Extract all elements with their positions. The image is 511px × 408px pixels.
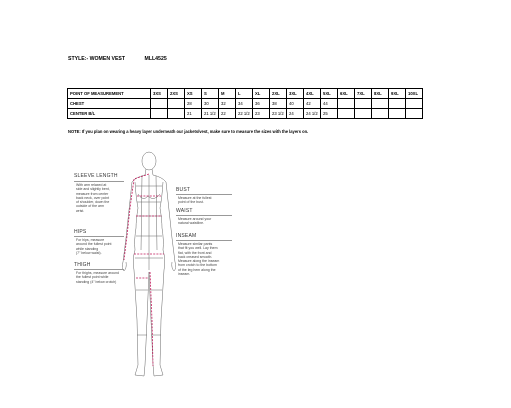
description-line: of shoulder, down the — [76, 200, 110, 205]
size-cell: 8XL — [372, 89, 389, 99]
size-cell: 44 — [321, 99, 338, 109]
size-cell — [168, 99, 185, 109]
size-cell — [151, 109, 168, 119]
description-line: natural waistline. — [178, 221, 205, 226]
waist-title: WAIST — [176, 208, 193, 214]
size-cell: 2XS — [168, 89, 185, 99]
description-line: side and slightly bent, — [76, 187, 110, 192]
size-cell — [389, 109, 406, 119]
size-cell: 22 1/2 — [236, 109, 253, 119]
size-cell: 34 — [236, 99, 253, 109]
row-label-cell: CENTER B/L — [68, 109, 151, 119]
size-cell — [372, 99, 389, 109]
table-header-row — [68, 89, 423, 99]
size-cell: 23 1/2 — [270, 109, 287, 119]
size-cell — [406, 109, 423, 119]
size-cell: 28 — [185, 99, 202, 109]
size-cell: 40 — [287, 99, 304, 109]
size-cell: 24 1/2 — [304, 109, 321, 119]
description-line: inseam. — [178, 272, 191, 277]
size-cell: 10XL — [406, 89, 423, 99]
hips-rule — [74, 236, 124, 237]
style-code: MLL4525 — [144, 56, 167, 62]
size-cell: 7XL — [355, 89, 372, 99]
inseam-rule — [176, 240, 232, 241]
size-cell — [355, 99, 372, 109]
size-cell — [406, 99, 423, 109]
size-cell: 23 — [253, 109, 270, 119]
inseam-title: INSEAM — [176, 233, 197, 239]
size-cell: 4XL — [304, 89, 321, 99]
hips-title: HIPS — [74, 229, 87, 235]
thigh-title: THIGH — [74, 262, 91, 268]
sleeve-length-title: SLEEVE LENGTH — [74, 173, 118, 179]
description-line: that fit you well. Lay them — [178, 246, 218, 251]
size-cell — [338, 109, 355, 119]
size-cell: XS — [185, 89, 202, 99]
size-cell: 42 — [304, 99, 321, 109]
size-cell: 6XL — [338, 89, 355, 99]
layering-note: NOTE: If you plan on wearing a heavy layer underneath our jackets/vest, make sure to measure the sizes with the layers on. — [68, 129, 309, 134]
size-cell: S — [202, 89, 219, 99]
size-cell — [372, 109, 389, 119]
bust-rule — [176, 194, 232, 195]
size-cell: 21 1/2 — [202, 109, 219, 119]
description-line: around the fullest point — [76, 242, 112, 247]
size-cell: 30 — [202, 99, 219, 109]
size-cell — [389, 99, 406, 109]
size-cell — [338, 99, 355, 109]
description-line: back creased smooth. — [178, 254, 213, 259]
size-cell: M — [219, 89, 236, 99]
size-cell: 5XL — [321, 89, 338, 99]
description-line: (7" below waist). — [76, 250, 102, 255]
table-row — [68, 109, 423, 119]
description-line: Measure along the inseam — [178, 259, 220, 264]
row-label-cell: CHEST — [68, 99, 151, 109]
description-line: For hips, measure — [76, 238, 105, 242]
size-cell: L — [236, 89, 253, 99]
description-line: For thighs, measure around — [76, 271, 119, 275]
hips-description — [76, 238, 128, 255]
size-chart-table — [67, 88, 423, 119]
sleeve-length-description — [76, 183, 128, 213]
description-line: outside of the arm — [76, 204, 105, 209]
size-cell: 3XS — [151, 89, 168, 99]
size-cell: 24 — [287, 109, 304, 119]
style-label: STYLE:- WOMEN VEST — [68, 56, 126, 62]
waist-rule — [176, 215, 232, 216]
size-cell: 2XL — [270, 89, 287, 99]
size-cell: 9XL — [389, 89, 406, 99]
size-cell: 25 — [321, 109, 338, 119]
description-line: Measure similar pants — [178, 242, 213, 246]
style-line — [68, 56, 167, 62]
row-label-cell: POINT OF MEASUREMENT — [68, 89, 151, 99]
size-cell: 36 — [253, 99, 270, 109]
thigh-description — [76, 271, 132, 284]
size-cell: XL — [253, 89, 270, 99]
size-cell — [355, 109, 372, 119]
description-line: wrist. — [76, 208, 85, 213]
size-cell — [151, 99, 168, 109]
size-cell: 38 — [270, 99, 287, 109]
size-cell — [168, 109, 185, 119]
waist-description — [178, 217, 238, 226]
description-line: while standing — [76, 246, 99, 251]
thigh-rule — [74, 269, 124, 270]
size-cell: 22 — [219, 109, 236, 119]
description-line: from crotch to the bottom — [178, 263, 217, 268]
description-line: With arm relaxed at — [76, 183, 107, 187]
description-line: standing (4" below crotch) — [76, 279, 117, 284]
description-line: flat, with the front and — [178, 250, 212, 255]
size-cell: 3XL — [287, 89, 304, 99]
description-line: Measure around your — [178, 217, 212, 221]
description-line: Measure at the fullest — [178, 196, 212, 200]
measurement-guide — [66, 150, 241, 390]
bust-title: BUST — [176, 187, 191, 193]
size-cell: 21 — [185, 109, 202, 119]
inseam-description — [178, 242, 240, 276]
description-line: measure from center — [76, 191, 109, 196]
sleeve-rule — [74, 181, 124, 182]
size-cell: 32 — [219, 99, 236, 109]
bust-description — [178, 196, 238, 205]
description-line: of the leg hem along the — [178, 267, 216, 272]
table-row — [68, 99, 423, 109]
description-line: the fullest point while — [76, 275, 109, 280]
description-line: back neck, over point — [76, 195, 110, 200]
description-line: point of the bust. — [178, 200, 204, 205]
